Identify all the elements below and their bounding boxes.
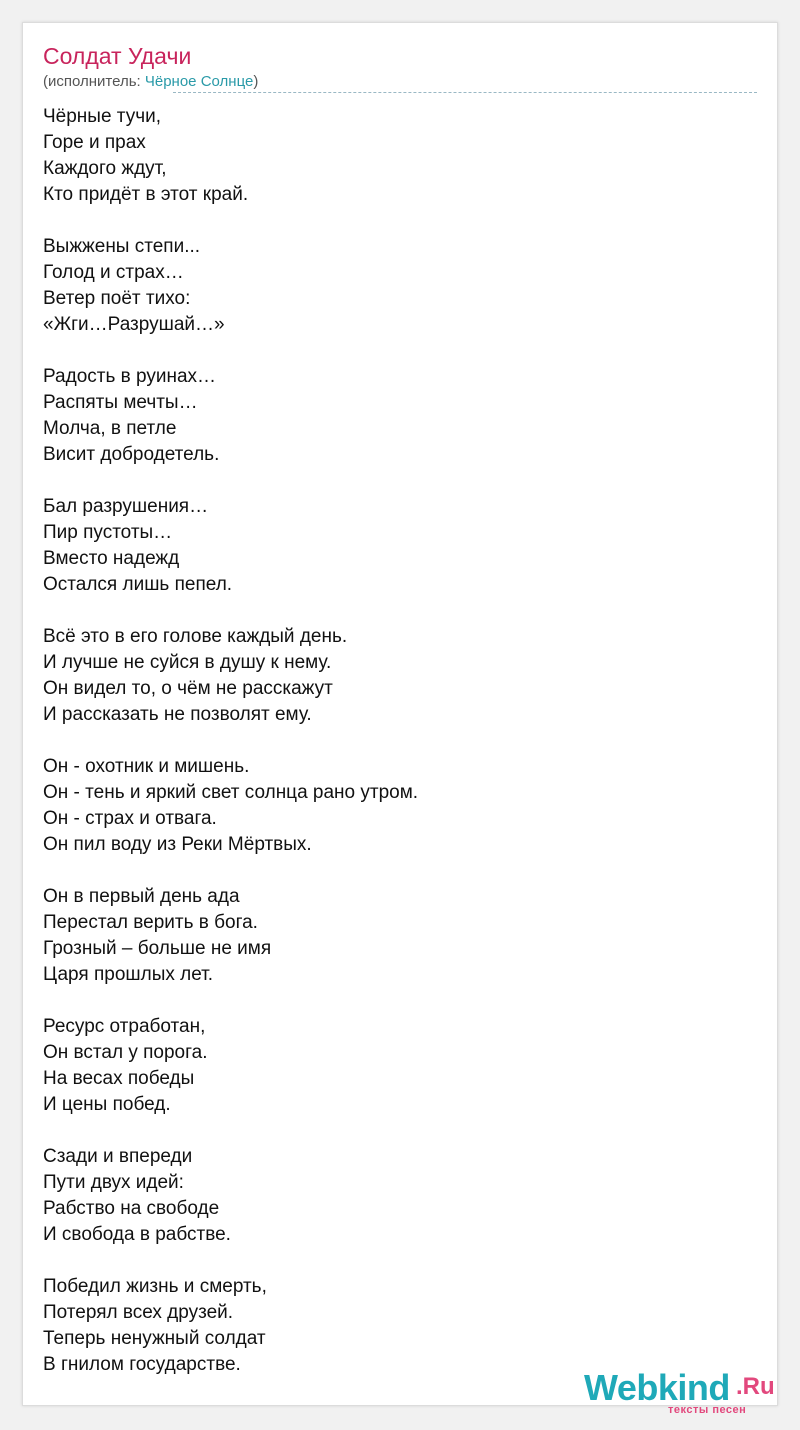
lyric-line: Радость в руинах… xyxy=(43,366,217,387)
song-title: Солдат Удачи xyxy=(43,43,192,69)
lyric-line: Он - страх и отвага. xyxy=(43,808,217,829)
lyric-line: Царя прошлых лет. xyxy=(43,964,214,985)
stanza xyxy=(43,494,743,598)
lyric-line: Молча, в петле xyxy=(43,418,177,439)
lyric-line: Он - охотник и мишень. xyxy=(43,756,250,777)
lyric-line: Выжжены степи... xyxy=(43,236,201,257)
stanza xyxy=(43,884,743,988)
lyric-line: Пути двух идей: xyxy=(43,1172,184,1193)
lyric-line: Грозный – больше не имя xyxy=(43,938,272,959)
stanza xyxy=(43,754,743,858)
lyric-line: Распяты мечты… xyxy=(43,392,198,413)
lyric-line: Перестал верить в бога. xyxy=(43,912,258,933)
lyric-line: И цены побед. xyxy=(43,1094,171,1115)
lyric-line: Ресурс отработан, xyxy=(43,1016,206,1037)
lyric-line: Голод и страх… xyxy=(43,262,184,283)
lyric-line: «Жги…Разрушай…» xyxy=(43,314,225,335)
stanza xyxy=(43,624,743,728)
lyric-line: Ветер поёт тихо: xyxy=(43,288,191,309)
stanza xyxy=(43,1274,743,1378)
lyric-line: Висит добродетель. xyxy=(43,444,220,465)
stanza xyxy=(43,364,743,468)
lyric-line: Остался лишь пепел. xyxy=(43,574,233,595)
lyric-line: Победил жизнь и смерть, xyxy=(43,1276,267,1297)
lyric-line: Сзади и впереди xyxy=(43,1146,193,1167)
lyric-line: И лучше не суйся в душу к нему. xyxy=(43,652,332,673)
lyric-line: Он в первый день ада xyxy=(43,886,240,907)
logo-tagline: тексты песен xyxy=(668,1404,747,1416)
lyric-line: Горе и прах xyxy=(43,132,146,153)
performer-line xyxy=(43,73,258,90)
lyric-line: Он видел то, о чём не расскажут xyxy=(43,678,333,699)
stanza xyxy=(43,1014,743,1118)
lyric-line: Теперь ненужный солдат xyxy=(43,1328,266,1349)
logo-brand: Webkind xyxy=(584,1367,730,1408)
lyric-line: Он встал у порога. xyxy=(43,1042,208,1063)
stanza xyxy=(43,104,743,208)
webkind-logo[interactable] xyxy=(584,1367,784,1417)
stanza xyxy=(43,1144,743,1248)
lyric-line: Каждого ждут, xyxy=(43,158,167,179)
lyrics-card xyxy=(22,22,778,1416)
lyric-line: На весах победы xyxy=(43,1068,195,1089)
lyric-line: Пир пустоты… xyxy=(43,522,173,543)
logo-tld: .Ru xyxy=(736,1373,775,1400)
performer-prefix: (исполнитель: xyxy=(43,73,145,90)
stanza xyxy=(43,234,743,338)
lyric-line: Бал разрушения… xyxy=(43,496,209,517)
lyric-line: Чёрные тучи, xyxy=(43,106,161,127)
lyric-line: Вместо надежд xyxy=(43,548,180,569)
lyric-line: Рабство на свободе xyxy=(43,1198,220,1219)
lyric-line: Он пил воду из Реки Мёртвых. xyxy=(43,834,312,855)
lyric-line: Потерял всех друзей. xyxy=(43,1302,234,1323)
lyric-line: Кто придёт в этот край. xyxy=(43,184,249,205)
lyric-line: Он - тень и яркий свет солнца рано утром. xyxy=(43,782,419,803)
lyric-line: Всё это в его голове каждый день. xyxy=(43,626,348,647)
performer-suffix: ) xyxy=(253,73,259,90)
lyric-line: И свобода в рабстве. xyxy=(43,1224,231,1245)
artist-link[interactable]: Чёрное Солнце xyxy=(144,73,254,90)
lyric-line: И рассказать не позволят ему. xyxy=(43,704,312,725)
lyric-line: В гнилом государстве. xyxy=(43,1354,241,1375)
title-divider xyxy=(173,92,757,93)
lyrics-body xyxy=(43,104,743,1404)
